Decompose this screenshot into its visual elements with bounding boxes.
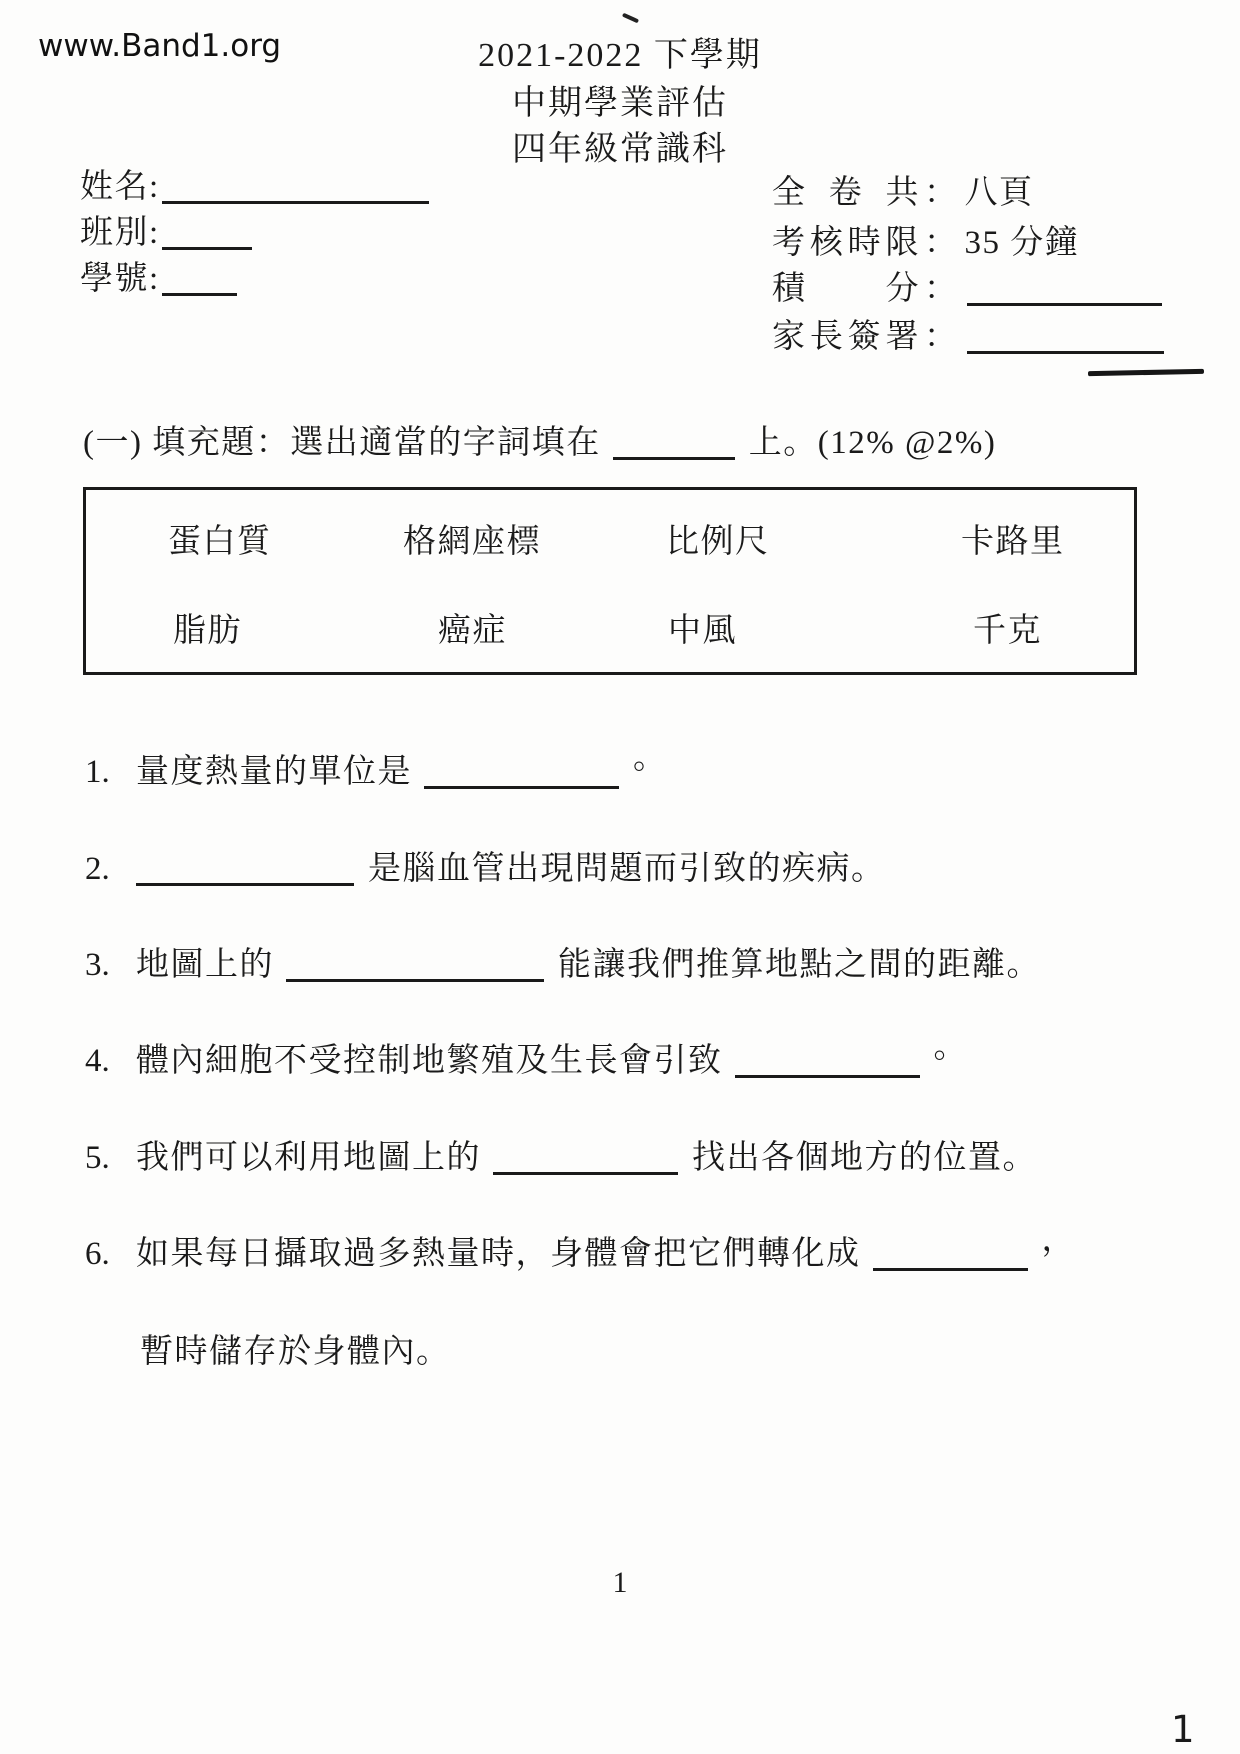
watermark-url: www.Band1.org <box>38 28 282 64</box>
class-write-line <box>162 214 252 250</box>
question-text-pre: 如果每日攝取過多熱量時，身體會把它們轉化成 <box>136 1236 861 1272</box>
total-pages-value: 八頁 <box>964 175 1034 211</box>
name-write-line <box>162 168 429 204</box>
question-row-3 <box>85 944 1041 987</box>
word-bank-item: 比例尺 <box>666 524 770 560</box>
score-label: 積 分 <box>772 271 920 307</box>
student-no-label: 學號: <box>80 261 160 297</box>
parent-sign-write-line <box>967 318 1164 354</box>
question-row-1 <box>85 740 668 794</box>
question-text-post: ， <box>1041 1222 1076 1258</box>
question-text-pre: 量度熱量的單位是 <box>136 754 412 790</box>
time-limit-field <box>772 222 1079 265</box>
colon: ： <box>924 225 959 261</box>
section-heading-pre: (一) 填充題：選出適當的字詞填在 <box>83 425 601 461</box>
question-text-post: 。 <box>933 1029 968 1065</box>
word-bank-item: 中風 <box>668 613 737 649</box>
page-number-corner: 1 <box>1171 1708 1195 1751</box>
word-bank-item: 脂肪 <box>173 613 242 649</box>
student-no-write-line <box>162 260 237 296</box>
exam-title-assessment: 中期學業評估 <box>512 85 728 122</box>
parent-sign-label: 家長簽署 <box>772 319 920 355</box>
question-number: 1. <box>85 754 110 790</box>
class-label: 班別: <box>80 215 160 251</box>
fill-blank-line <box>873 1235 1028 1271</box>
word-bank-item: 卡路里 <box>961 524 1065 560</box>
exam-title-term: 2021-2022 下學期 <box>478 37 762 74</box>
question-text-pre: 地圖上的 <box>136 947 274 983</box>
question-6-continuation: 暫時儲存於身體內。 <box>140 1334 451 1370</box>
score-field <box>772 268 1162 311</box>
scan-artifact-mark <box>622 13 639 24</box>
fill-blank-line <box>136 850 354 886</box>
question-row-2 <box>85 848 886 891</box>
name-label: 姓名: <box>80 169 160 205</box>
student-no-field <box>80 258 237 301</box>
question-text-pre: 體內細胞不受控制地繁殖及生長會引致 <box>136 1043 723 1079</box>
question-row-4 <box>85 1029 968 1083</box>
time-limit-value: 35 分鐘 <box>964 225 1080 261</box>
word-bank-item: 千克 <box>973 613 1042 649</box>
question-number: 6. <box>85 1236 110 1272</box>
fill-blank-line <box>735 1042 920 1078</box>
colon: ： <box>924 319 959 355</box>
colon: ： <box>924 271 959 307</box>
score-write-line <box>967 270 1162 306</box>
word-bank-item: 癌症 <box>438 613 507 649</box>
section-heading-post: 上。(12% @2%) <box>748 425 997 461</box>
time-limit-label: 考核時限 <box>772 225 920 261</box>
question-text-pre: 我們可以利用地圖上的 <box>136 1140 481 1176</box>
parent-sign-field <box>772 316 1164 359</box>
question-text-post: 找出各個地方的位置。 <box>692 1140 1037 1176</box>
exam-title-subject: 四年級常識科 <box>512 131 728 168</box>
word-bank-item: 蛋白質 <box>168 524 272 560</box>
question-row-6 <box>85 1222 1076 1276</box>
section-one-heading <box>83 422 996 465</box>
question-number: 3. <box>85 947 110 983</box>
question-number: 4. <box>85 1043 110 1079</box>
page-number-center: 1 <box>612 1566 628 1599</box>
scan-artifact-line <box>1088 369 1204 376</box>
question-number: 2. <box>85 851 110 887</box>
question-text-post: 。 <box>633 740 668 776</box>
class-field <box>80 212 252 255</box>
name-field <box>80 166 429 209</box>
heading-blank-line <box>613 424 735 460</box>
colon: ： <box>924 175 959 211</box>
question-text-post: 能讓我們推算地點之間的距離。 <box>558 947 1041 983</box>
question-row-5 <box>85 1137 1037 1180</box>
question-text-post: 是腦血管出現問題而引致的疾病。 <box>368 851 886 887</box>
word-bank-box <box>83 487 1137 675</box>
fill-blank-line <box>286 946 544 982</box>
word-bank-item: 格網座標 <box>403 524 541 560</box>
question-number: 5. <box>85 1140 110 1176</box>
fill-blank-line <box>424 753 619 789</box>
fill-blank-line <box>493 1139 678 1175</box>
total-pages-label: 全卷共 <box>772 175 920 211</box>
total-pages-field <box>772 172 1034 215</box>
